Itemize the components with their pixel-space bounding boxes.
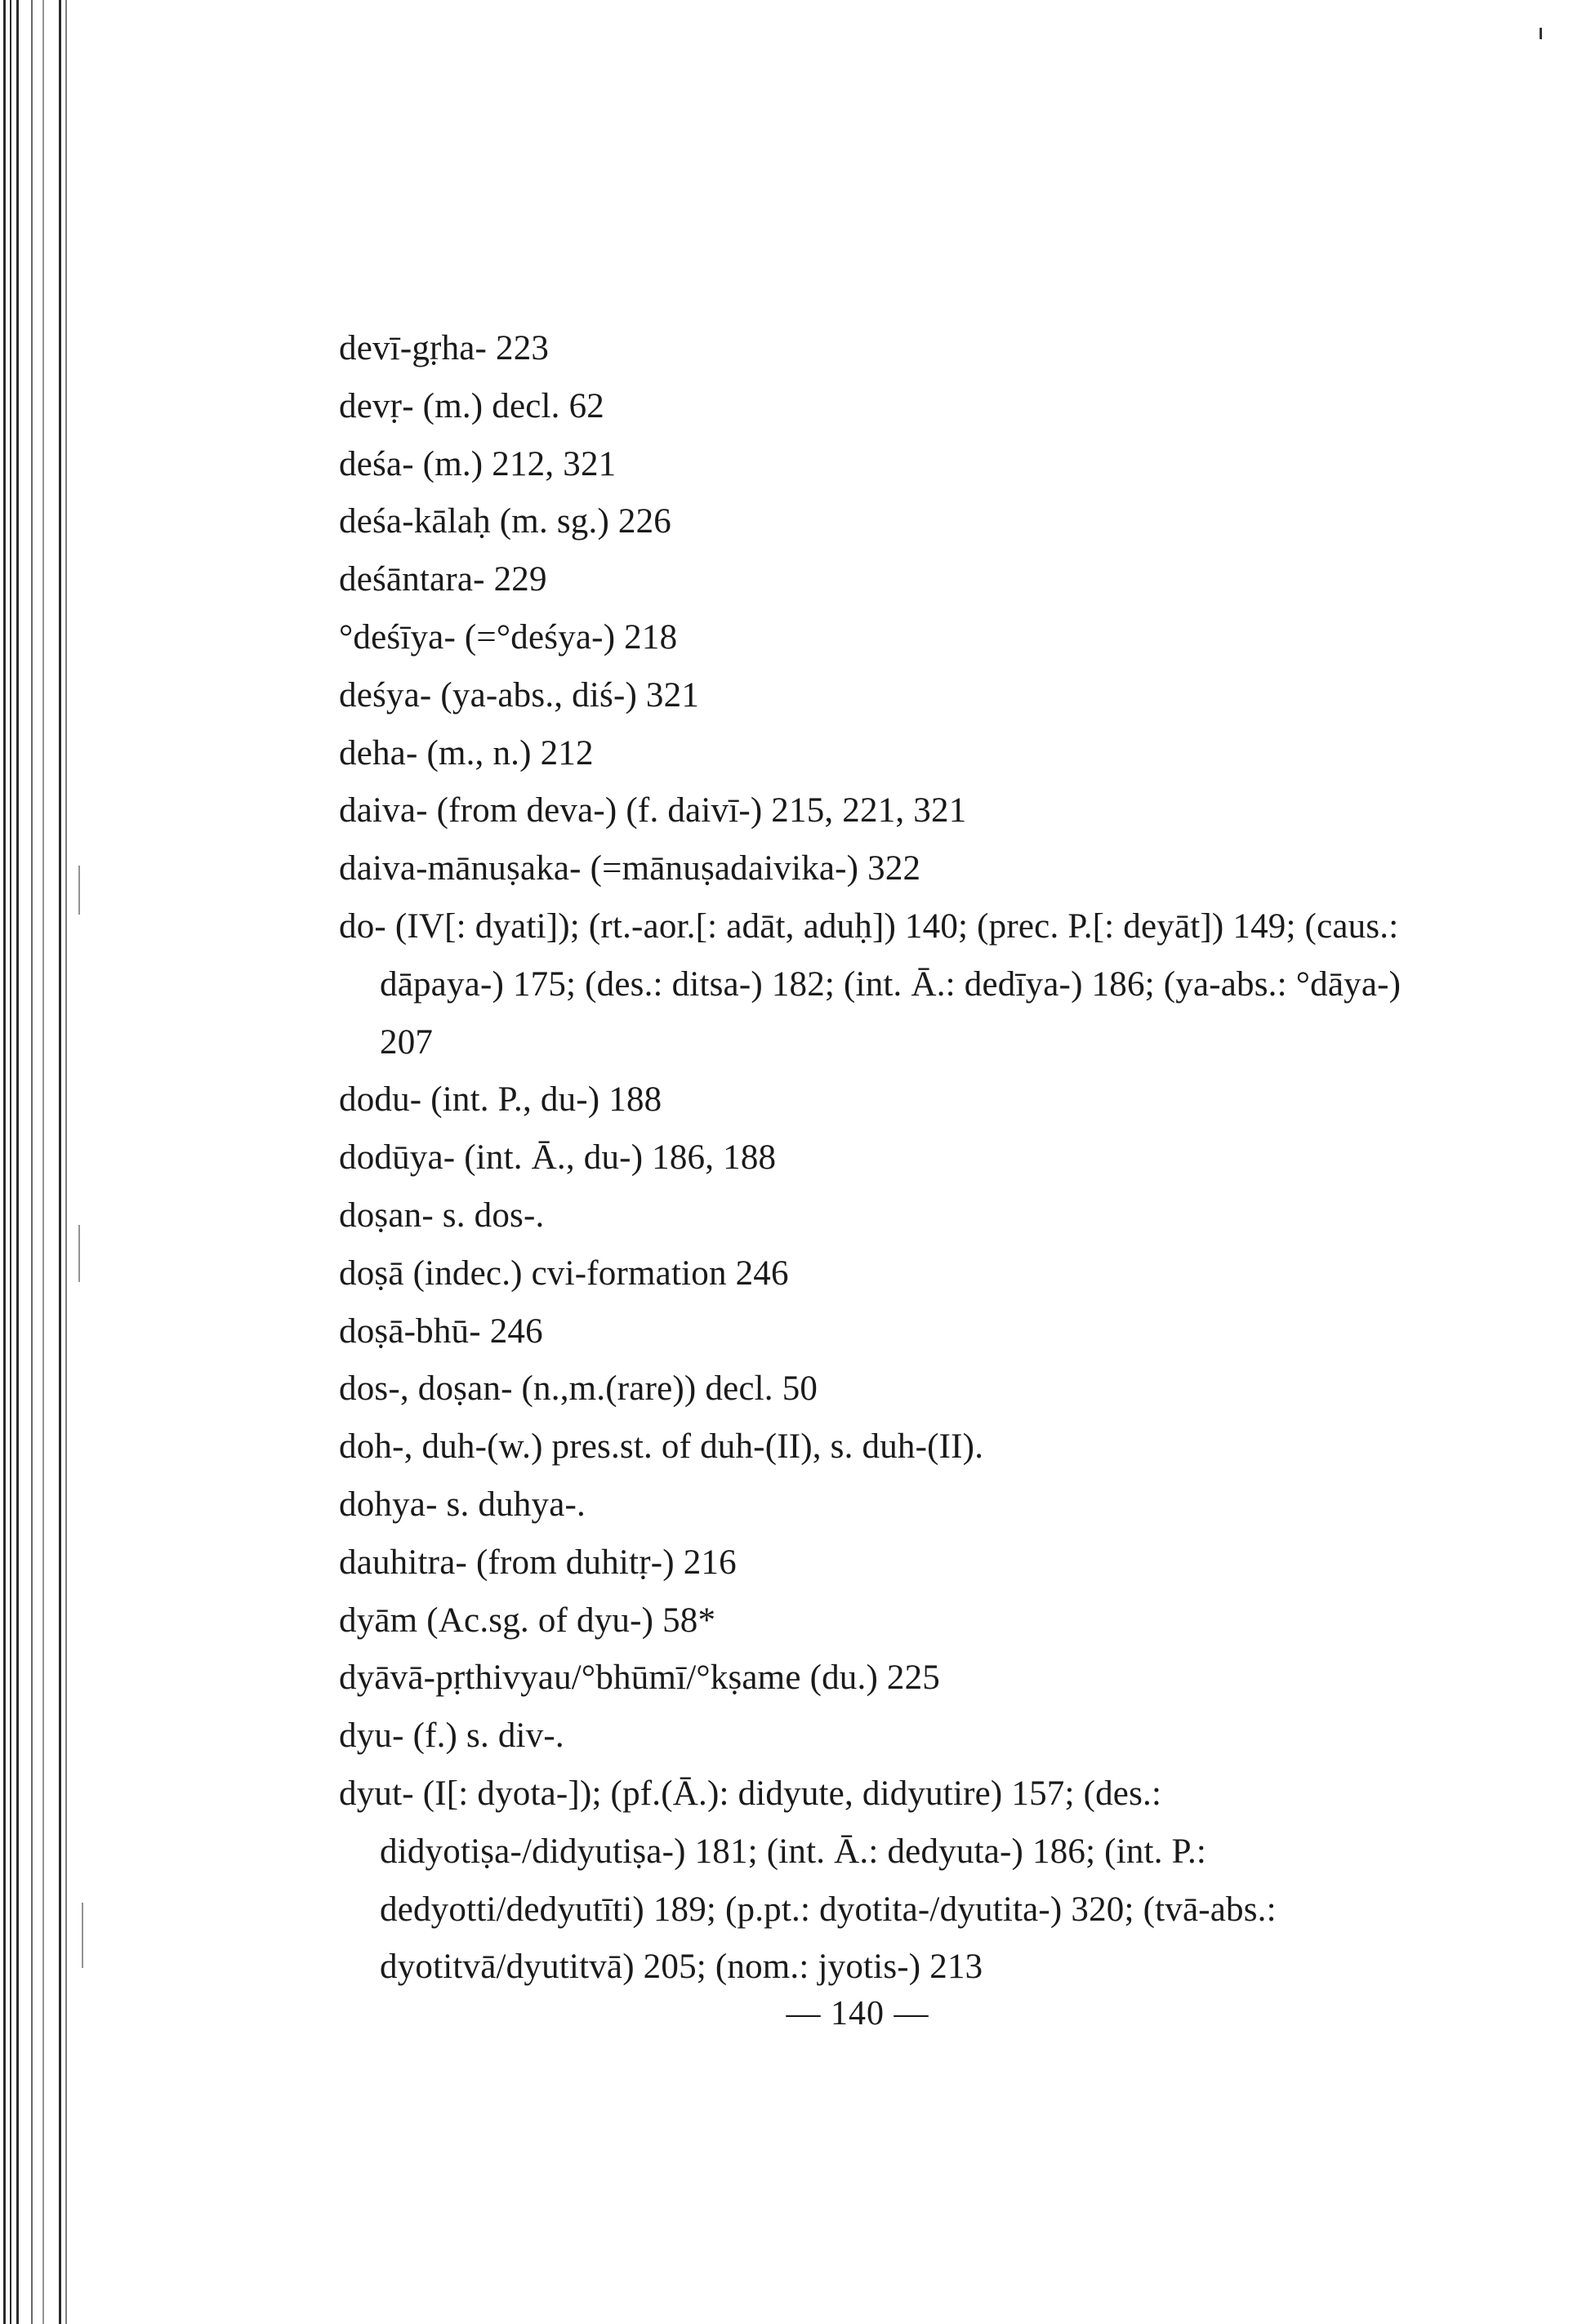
index-entry: deśya- (ya-abs., diś-) 321	[339, 675, 700, 715]
index-entry: °deśīya- (=°deśya-) 218	[339, 617, 678, 657]
index-entry: dyut- (I[: dyota-]); (pf.(Ā.): didyute, didyutire) 157; (des.: didyotiṣa-/didyutiṣa-) 181; (int. Ā.: dedyuta-) 186; (int. P.: dedyotti/dedyutīti) 189; (p.pt.: dyotita-/dyutita-) 320; (tvā-abs.: dyotitvā/dyutitvā) 205; (nom.: jyotis-) 213	[339, 1774, 1277, 1987]
index-entry: doṣā (indec.) cvi-formation 246	[339, 1253, 789, 1293]
index-entry: dodu- (int. P., du-) 188	[339, 1080, 662, 1120]
scan-speck	[1540, 28, 1542, 39]
index-entry: deśāntara- 229	[339, 560, 547, 599]
index-entry: dohya- s. duhya-.	[339, 1485, 586, 1524]
index-entry: dyu- (f.) s. div-.	[339, 1716, 564, 1756]
index-entry: doh-, duh-(w.) pres.st. of duh-(II), s. duh-(II).	[339, 1427, 984, 1467]
index-entry: daiva-mānuṣaka- (=mānuṣadaivika-) 322	[339, 849, 921, 888]
index-entry: daiva- (from deva-) (f. daivī-) 215, 221, 321	[339, 791, 967, 830]
index-entry: doṣā-bhū- 246	[339, 1311, 543, 1351]
index-entry: deśa-kālaḥ (m. sg.) 226	[339, 502, 672, 541]
index-entry: dyāvā-pṛthivyau/°bhūmī/°kṣame (du.) 225	[339, 1658, 941, 1698]
index-entry: devī-gṛha- 223	[339, 329, 550, 367]
index-entry: doṣan- s. dos-.	[339, 1195, 545, 1235]
index-entry: deha- (m., n.) 212	[339, 733, 594, 772]
index-entry: do- (IV[: dyati]); (rt.-aor.[: adāt, aduḥ]) 140; (prec. P.[: deyāt]) 149; (caus.: dāpaya-) 175; (des.: ditsa-) 182; (int. Ā.: dedīya-) 186; (ya-abs.: °dāya-) 207	[339, 906, 1402, 1062]
scan-binding-edge	[0, 0, 90, 2324]
index-entry: devṛ- (m.) decl. 62	[339, 386, 604, 425]
index-entry: dyām (Ac.sg. of dyu-) 58*	[339, 1601, 716, 1640]
index-entry: deśa- (m.) 212, 321	[339, 444, 617, 483]
index-entry-list	[339, 320, 1417, 1997]
index-entry: dodūya- (int. Ā., du-) 186, 188	[339, 1138, 777, 1178]
index-entry: dos-, doṣan- (n.,m.(rare)) decl. 50	[339, 1369, 818, 1409]
index-entry: dauhitra- (from duhitṛ-) 216	[339, 1543, 737, 1582]
page-number: — 140 —	[786, 1995, 929, 2032]
